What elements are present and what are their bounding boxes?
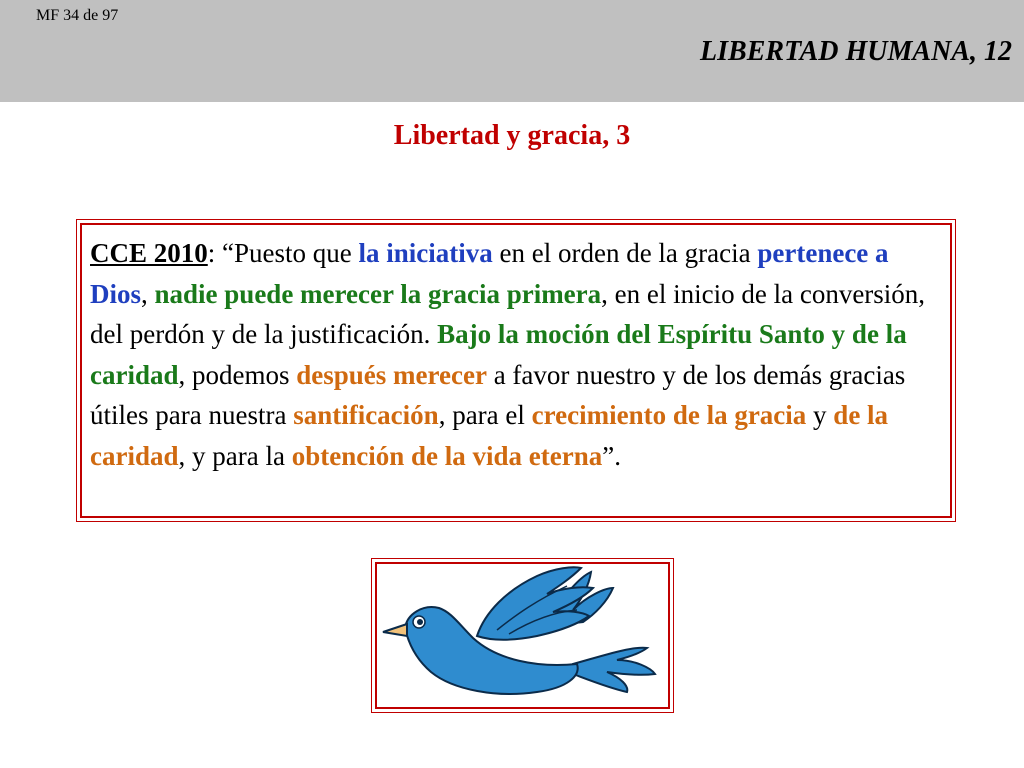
quote-text-segment: ”. xyxy=(602,440,621,471)
quote-text-segment: y xyxy=(806,400,834,430)
page-number: MF 34 de 97 xyxy=(36,7,119,24)
highlight-crecimiento-gracia: crecimiento de la gracia xyxy=(531,400,807,430)
quote-text-segment: a favor nuestro y de los demás gracias útiles para nuestra xyxy=(90,359,906,430)
highlight-mocion-espiritu: Bajo la moción del Espíritu Santo y de la caridad xyxy=(90,319,907,390)
highlight-iniciativa: la iniciativa xyxy=(358,238,493,268)
dove-image-frame xyxy=(371,558,674,713)
header-bar xyxy=(0,0,1024,102)
highlight-despues-merecer: después merecer xyxy=(296,359,487,390)
quote-text xyxy=(90,233,942,476)
quote-text-segment: en el orden de la gracia xyxy=(492,238,758,268)
dove-icon xyxy=(377,564,670,709)
slide-subtitle: Libertad y gracia, 3 xyxy=(393,120,631,151)
quote-text-segment: , podemos xyxy=(178,359,297,390)
quote-box xyxy=(76,219,956,522)
highlight-pertenece-dios: pertenece a Dios xyxy=(90,238,889,309)
quote-inner-frame xyxy=(80,223,952,518)
quote-text-segment: , xyxy=(141,278,155,309)
quote-reference: CCE 2010 xyxy=(90,238,208,268)
quote-text-segment: , en el inicio de la conversión, del perdón y de la justificación. xyxy=(90,278,926,349)
quote-text-segment: , y para la xyxy=(178,440,292,471)
highlight-vida-eterna: obtención de la vida eterna xyxy=(291,440,603,471)
dove-image-inner xyxy=(375,562,670,709)
highlight-nadie-puede-merecer: nadie puede merecer la gracia primera xyxy=(154,278,602,309)
quote-text-segment: : “Puesto que xyxy=(207,238,359,268)
highlight-santificacion: santificación xyxy=(293,400,439,430)
slide-title: LIBERTAD HUMANA, 12 xyxy=(700,36,1012,67)
highlight-caridad: de la caridad xyxy=(90,400,889,471)
quote-text-segment: , para el xyxy=(438,400,532,430)
